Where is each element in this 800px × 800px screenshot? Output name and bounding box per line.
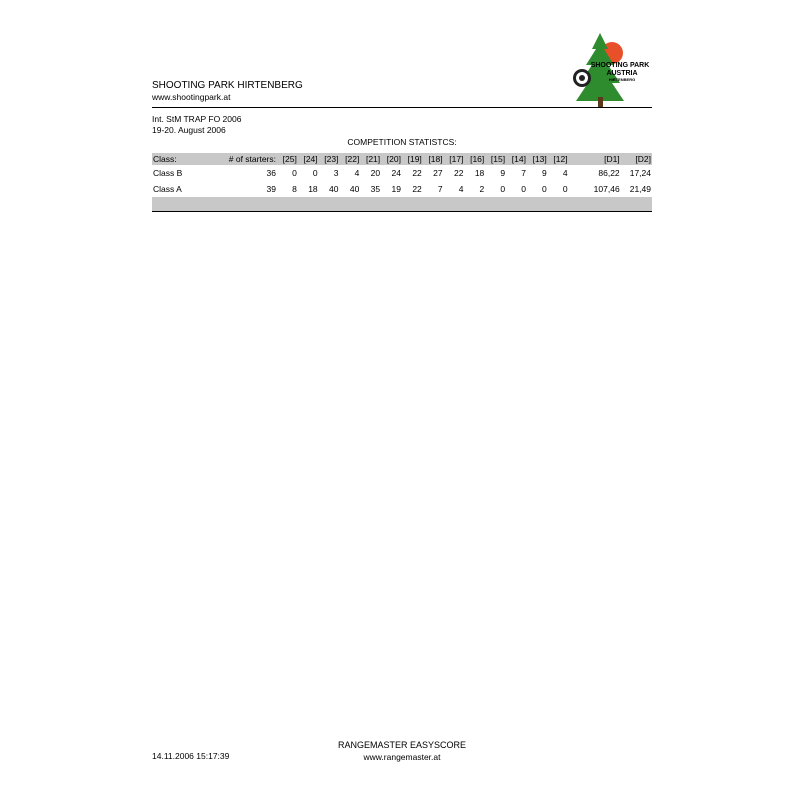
logo-text-line3: HIRTENBERG xyxy=(608,77,636,82)
column-header: [21] xyxy=(365,154,381,164)
table-cell: 36 xyxy=(266,168,276,178)
logo-text-line1: SHOOTING PARK xyxy=(590,62,650,69)
table-cell: 40 xyxy=(349,184,360,194)
logo-text-line2: AUSTRIA xyxy=(606,70,638,77)
table-cell: 7 xyxy=(521,168,526,178)
table-cell: 19 xyxy=(391,184,401,194)
table-cell: 9 xyxy=(500,168,506,178)
table-cell: 0 xyxy=(562,184,568,194)
event-dates: 19-20. August 2006 xyxy=(152,125,226,135)
table-cell: 22 xyxy=(412,184,422,194)
table-cell: 18 xyxy=(308,184,318,194)
footer-brand: RANGEMASTER EASYSCORE xyxy=(337,740,467,750)
competition-statistics-table xyxy=(152,153,652,212)
column-header: [25] xyxy=(282,154,297,164)
column-header: [D2] xyxy=(635,154,651,164)
class-name-cell: Class A xyxy=(153,184,182,194)
class-name-cell: Class B xyxy=(153,168,183,178)
table-row xyxy=(152,181,652,197)
table-cell: 0 xyxy=(521,184,526,194)
table-cell: 27 xyxy=(433,168,443,178)
column-header: [20] xyxy=(386,154,401,164)
column-header: [14] xyxy=(511,154,526,164)
table-cell: 0 xyxy=(292,168,297,178)
shooting-park-logo xyxy=(566,31,650,107)
print-datetime: 14.11.2006 15:17:39 xyxy=(152,751,230,761)
table-cell: 40 xyxy=(329,184,339,194)
table-row xyxy=(152,165,652,181)
table-cell: 24 xyxy=(391,168,401,178)
column-header: [D1] xyxy=(604,154,620,164)
column-header: [16] xyxy=(470,154,485,164)
table-cell: 4 xyxy=(354,168,360,178)
table-cell: 7 xyxy=(437,184,443,194)
table-footer-bar xyxy=(152,197,652,211)
table-cell: 22 xyxy=(412,168,422,178)
table-header-row xyxy=(152,153,652,165)
event-name: Int. StM TRAP FO 2006 xyxy=(152,114,242,124)
column-header: [18] xyxy=(428,154,443,164)
column-header: [12] xyxy=(553,154,568,164)
table-cell: 0 xyxy=(542,184,547,194)
table-cell: 4 xyxy=(562,168,568,178)
column-header: [17] xyxy=(449,154,464,164)
table-cell: 8 xyxy=(292,184,297,194)
table-cell: 86,22 xyxy=(598,168,620,178)
column-header: [22] xyxy=(345,154,360,164)
organization-website: www.shootingpark.at xyxy=(152,92,231,102)
table-cell: 0 xyxy=(312,168,318,178)
table-cell: 20 xyxy=(370,168,381,178)
table-cell: 0 xyxy=(500,184,506,194)
table-cell: 18 xyxy=(474,168,485,178)
column-header: [13] xyxy=(532,154,547,164)
table-cell: 17,24 xyxy=(629,168,651,178)
column-header: # of starters: xyxy=(228,154,276,164)
table-cell: 9 xyxy=(542,168,547,178)
column-header: [23] xyxy=(324,154,339,164)
table-cell: 107,46 xyxy=(593,184,620,194)
column-header: [19] xyxy=(407,154,422,164)
statistics-title: COMPETITION STATISTCS: xyxy=(347,137,457,147)
table-cell: 21,49 xyxy=(629,184,651,194)
table-cell: 22 xyxy=(453,168,464,178)
logo-trunk xyxy=(598,97,603,107)
header-divider xyxy=(152,107,652,108)
table-cell: 35 xyxy=(370,184,381,194)
organization-name: SHOOTING PARK HIRTENBERG xyxy=(152,80,303,91)
table-cell: 2 xyxy=(479,184,485,194)
column-header: [15] xyxy=(490,154,506,164)
table-cell: 39 xyxy=(266,184,276,194)
column-header: Class: xyxy=(153,154,177,164)
footer-website: www.rangemaster.at xyxy=(363,752,441,762)
table-cell: 4 xyxy=(458,184,464,194)
table-cell: 3 xyxy=(333,168,339,178)
column-header: [24] xyxy=(303,154,318,164)
